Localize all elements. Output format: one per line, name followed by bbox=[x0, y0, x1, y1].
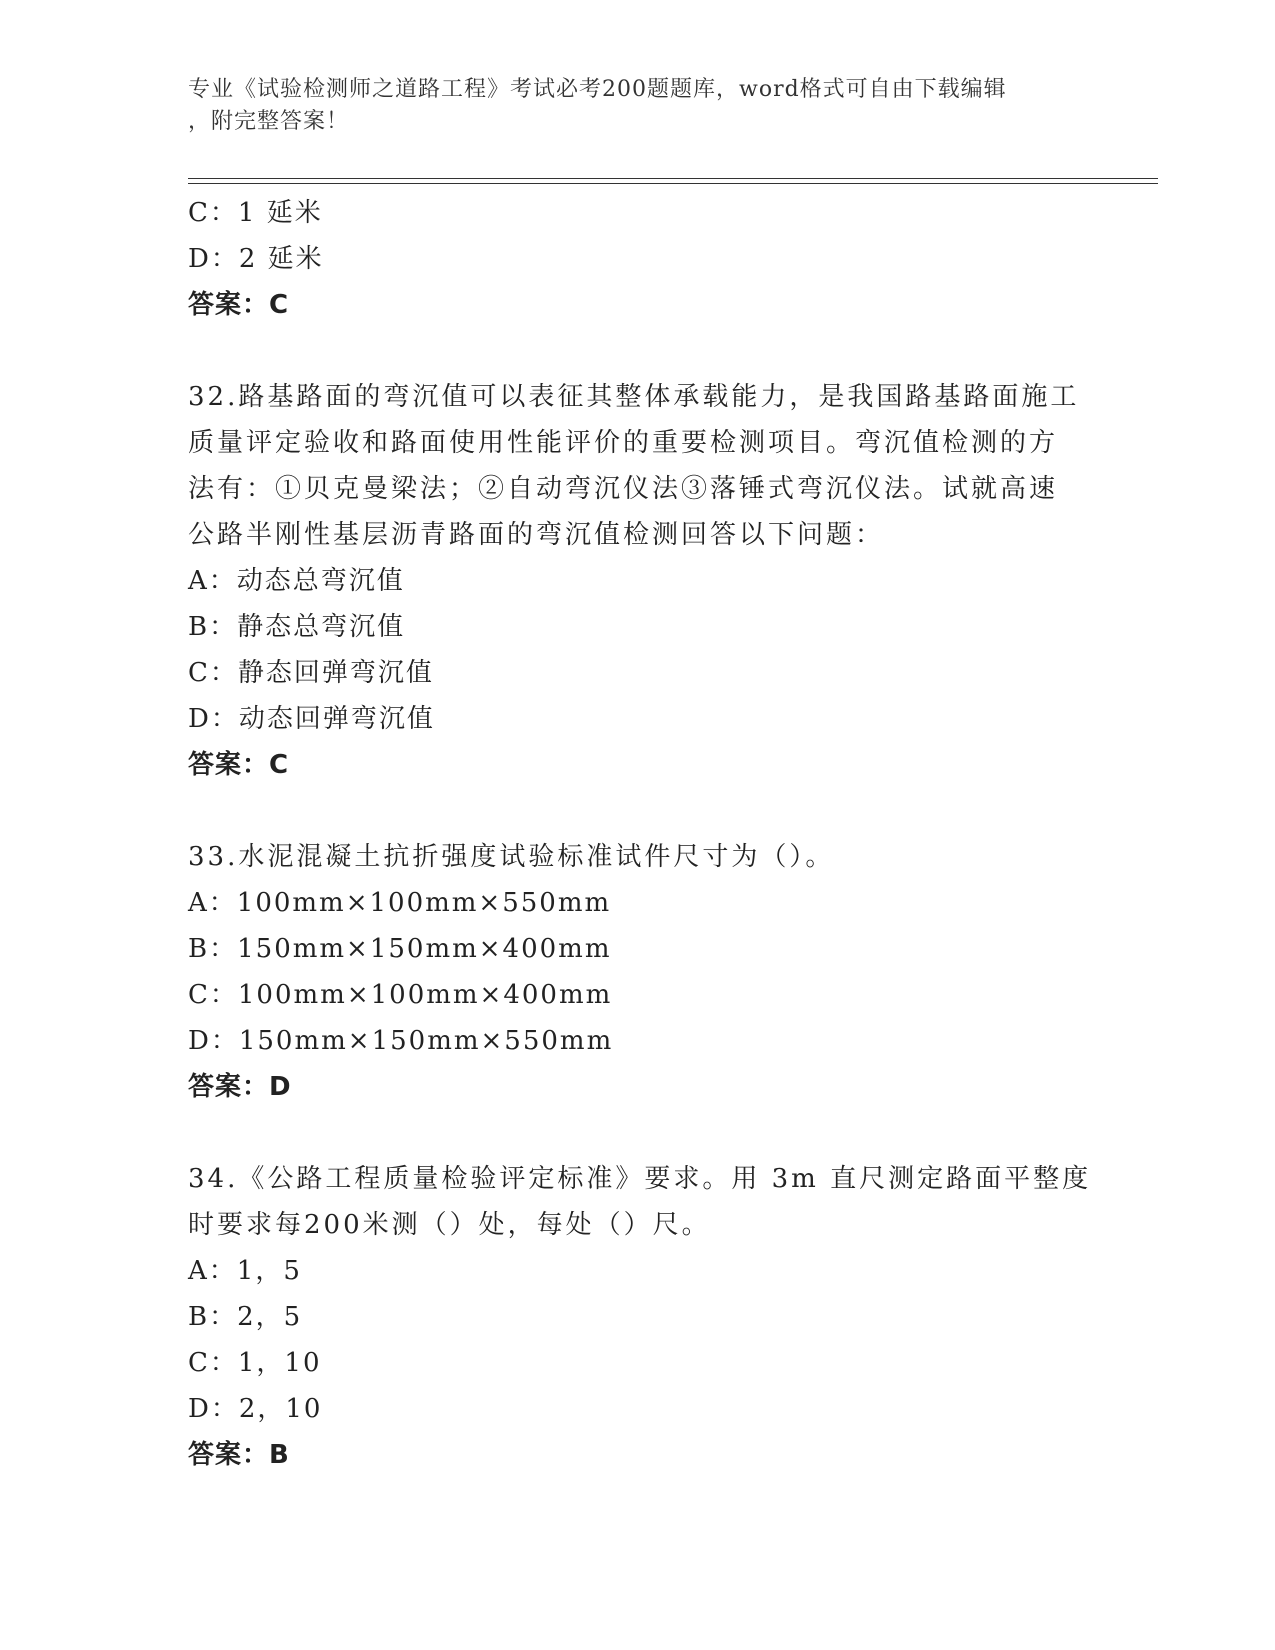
answer-line: 答案：C bbox=[188, 750, 290, 780]
question-content bbox=[188, 190, 1092, 1478]
option-a: A：动态总弯沉值 bbox=[188, 566, 405, 596]
question-32 bbox=[188, 374, 1088, 788]
document-header bbox=[188, 74, 1088, 138]
question-stem-line: 34.《公路工程质量检验评定标准》要求。用 3m 直尺测定路面平整度 bbox=[188, 1164, 1092, 1194]
option-c: C：1 延米 bbox=[188, 198, 323, 228]
option-a: A：1，5 bbox=[188, 1256, 302, 1286]
option-c: C：100mm×100mm×400mm bbox=[188, 980, 613, 1010]
header-title-line-2: ，附完整答案！ bbox=[188, 109, 350, 134]
option-a: A：100mm×100mm×550mm bbox=[188, 888, 612, 918]
option-b: B：静态总弯沉值 bbox=[188, 612, 406, 642]
question-33 bbox=[188, 834, 1088, 1110]
spacer bbox=[188, 328, 1088, 374]
question-stem-line: 公路半刚性基层沥青路面的弯沉值检测回答以下问题： bbox=[188, 520, 885, 550]
question-stem-line: 32.路基路面的弯沉值可以表征其整体承载能力，是我国路基路面施工 bbox=[188, 382, 1080, 412]
question-stem-line: 法有：①贝克曼梁法；②自动弯沉仪法③落锤式弯沉仪法。试就高速 bbox=[188, 474, 1059, 504]
option-c: C：1，10 bbox=[188, 1348, 322, 1378]
answer-line: 答案：D bbox=[188, 1072, 292, 1102]
spacer bbox=[188, 788, 1088, 834]
answer-line: 答案：B bbox=[188, 1440, 290, 1470]
header-divider-bottom bbox=[188, 183, 1158, 184]
previous-question-tail bbox=[188, 190, 1088, 328]
option-d: D：动态回弹弯沉值 bbox=[188, 704, 435, 734]
question-34 bbox=[188, 1156, 1092, 1478]
option-b: B：150mm×150mm×400mm bbox=[188, 934, 612, 964]
option-d: D：2 延米 bbox=[188, 244, 324, 274]
spacer bbox=[188, 1110, 1088, 1156]
question-stem-line: 33.水泥混凝土抗折强度试验标准试件尺寸为（）。 bbox=[188, 842, 835, 872]
question-stem-line: 时要求每200米测（）处，每处（）尺。 bbox=[188, 1210, 711, 1240]
header-divider-top bbox=[188, 178, 1158, 179]
option-d: D：150mm×150mm×550mm bbox=[188, 1026, 614, 1056]
option-c: C：静态回弹弯沉值 bbox=[188, 658, 434, 688]
option-d: D：2，10 bbox=[188, 1394, 323, 1424]
option-b: B：2，5 bbox=[188, 1302, 303, 1332]
question-stem-line: 质量评定验收和路面使用性能评价的重要检测项目。弯沉值检测的方 bbox=[188, 428, 1059, 458]
header-title-line-1: 专业《试验检测师之道路工程》考试必考200题题库，word格式可自由下载编辑 bbox=[188, 77, 1007, 102]
answer-line: 答案：C bbox=[188, 290, 290, 320]
